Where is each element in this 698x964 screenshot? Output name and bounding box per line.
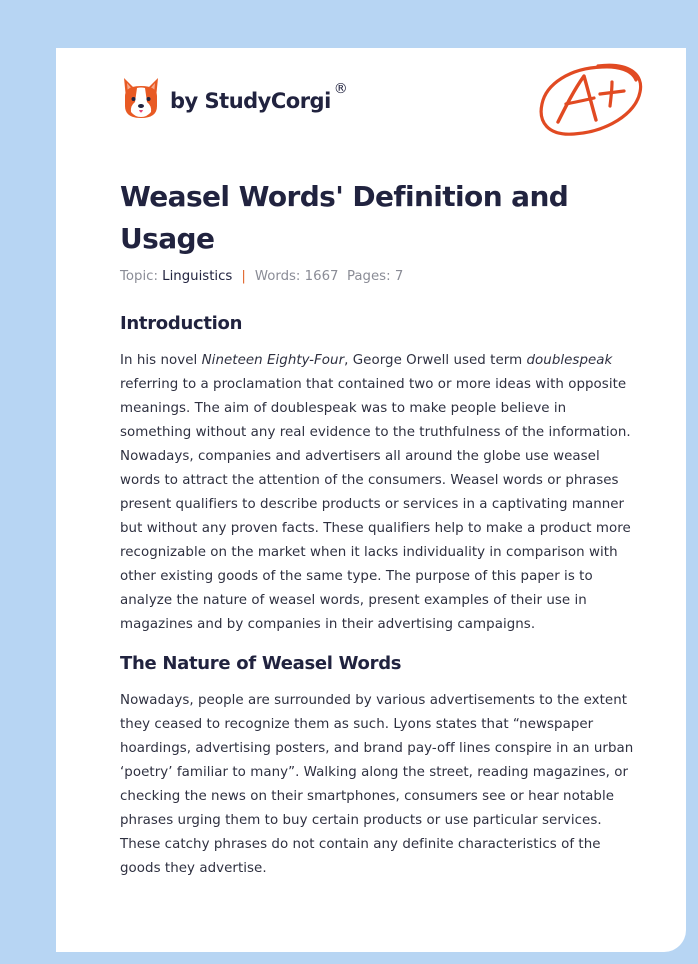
pages-label: Pages: xyxy=(346,269,391,284)
paragraph-nature: Nowadays, people are surrounded by various advertisements to the extent they ceased to recognize them as such. Lyons states that “newspaper hoardings, advertising posters, and brand pay-off lines conspire in an urban ‘poetry’ familiar to many”. Walking along the street, reading magazines, or checking the news on their smartphones, consumers see or hear notable phrases urging them to buy certain products or use particular services. These catchy phrases do not contain any definite characteristics of the goods they advertise. xyxy=(120,693,634,876)
meta-separator: | xyxy=(241,269,246,284)
grade-a-plus-icon xyxy=(536,60,646,140)
novel-title: Nineteen Eighty-Four xyxy=(201,353,345,368)
section-heading-nature: The Nature of Weasel Words xyxy=(120,653,402,674)
topic-label: Topic: xyxy=(120,269,158,284)
document-page xyxy=(56,48,686,952)
corgi-logo-icon xyxy=(120,76,162,120)
words-count: 1667 xyxy=(304,269,339,284)
document-meta xyxy=(120,269,403,284)
document-body xyxy=(120,310,636,881)
intro-text-2: , George Orwell used term xyxy=(344,353,527,368)
intro-text-3: referring to a proclamation that contained two or more ideas with opposite meanings. The aim of doublespeak was to make people believe in something without any real evidence to the truthfulness of the information. Nowadays, companies and advertisers all around the globe use weasel words to attract the attention of the consumers. Weasel words or phrases present qualifiers to describe products or services in a captivating manner but without any proven facts. These qualifiers help to make a product more recognizable on the market when it lacks individuality in comparison with other existing goods of the same type. The purpose of this paper is to analyze the nature of weasel words, present examples of their use in magazines and by companies in their advertising campaigns. xyxy=(120,377,631,632)
paragraph-introduction xyxy=(120,349,636,637)
term-doublespeak: doublespeak xyxy=(526,353,613,368)
page-title: Weasel Words' Definition and Usage xyxy=(120,180,569,255)
registered-mark: ® xyxy=(333,81,348,97)
section-heading-introduction: Introduction xyxy=(120,313,243,334)
topic-link[interactable]: Linguistics xyxy=(162,269,233,284)
pages-count: 7 xyxy=(394,269,404,284)
brand-name: by StudyCorgi xyxy=(170,89,331,113)
brand-logo[interactable] xyxy=(120,76,348,120)
words-label: Words: xyxy=(254,269,301,284)
intro-text-1: In his novel xyxy=(120,353,202,368)
